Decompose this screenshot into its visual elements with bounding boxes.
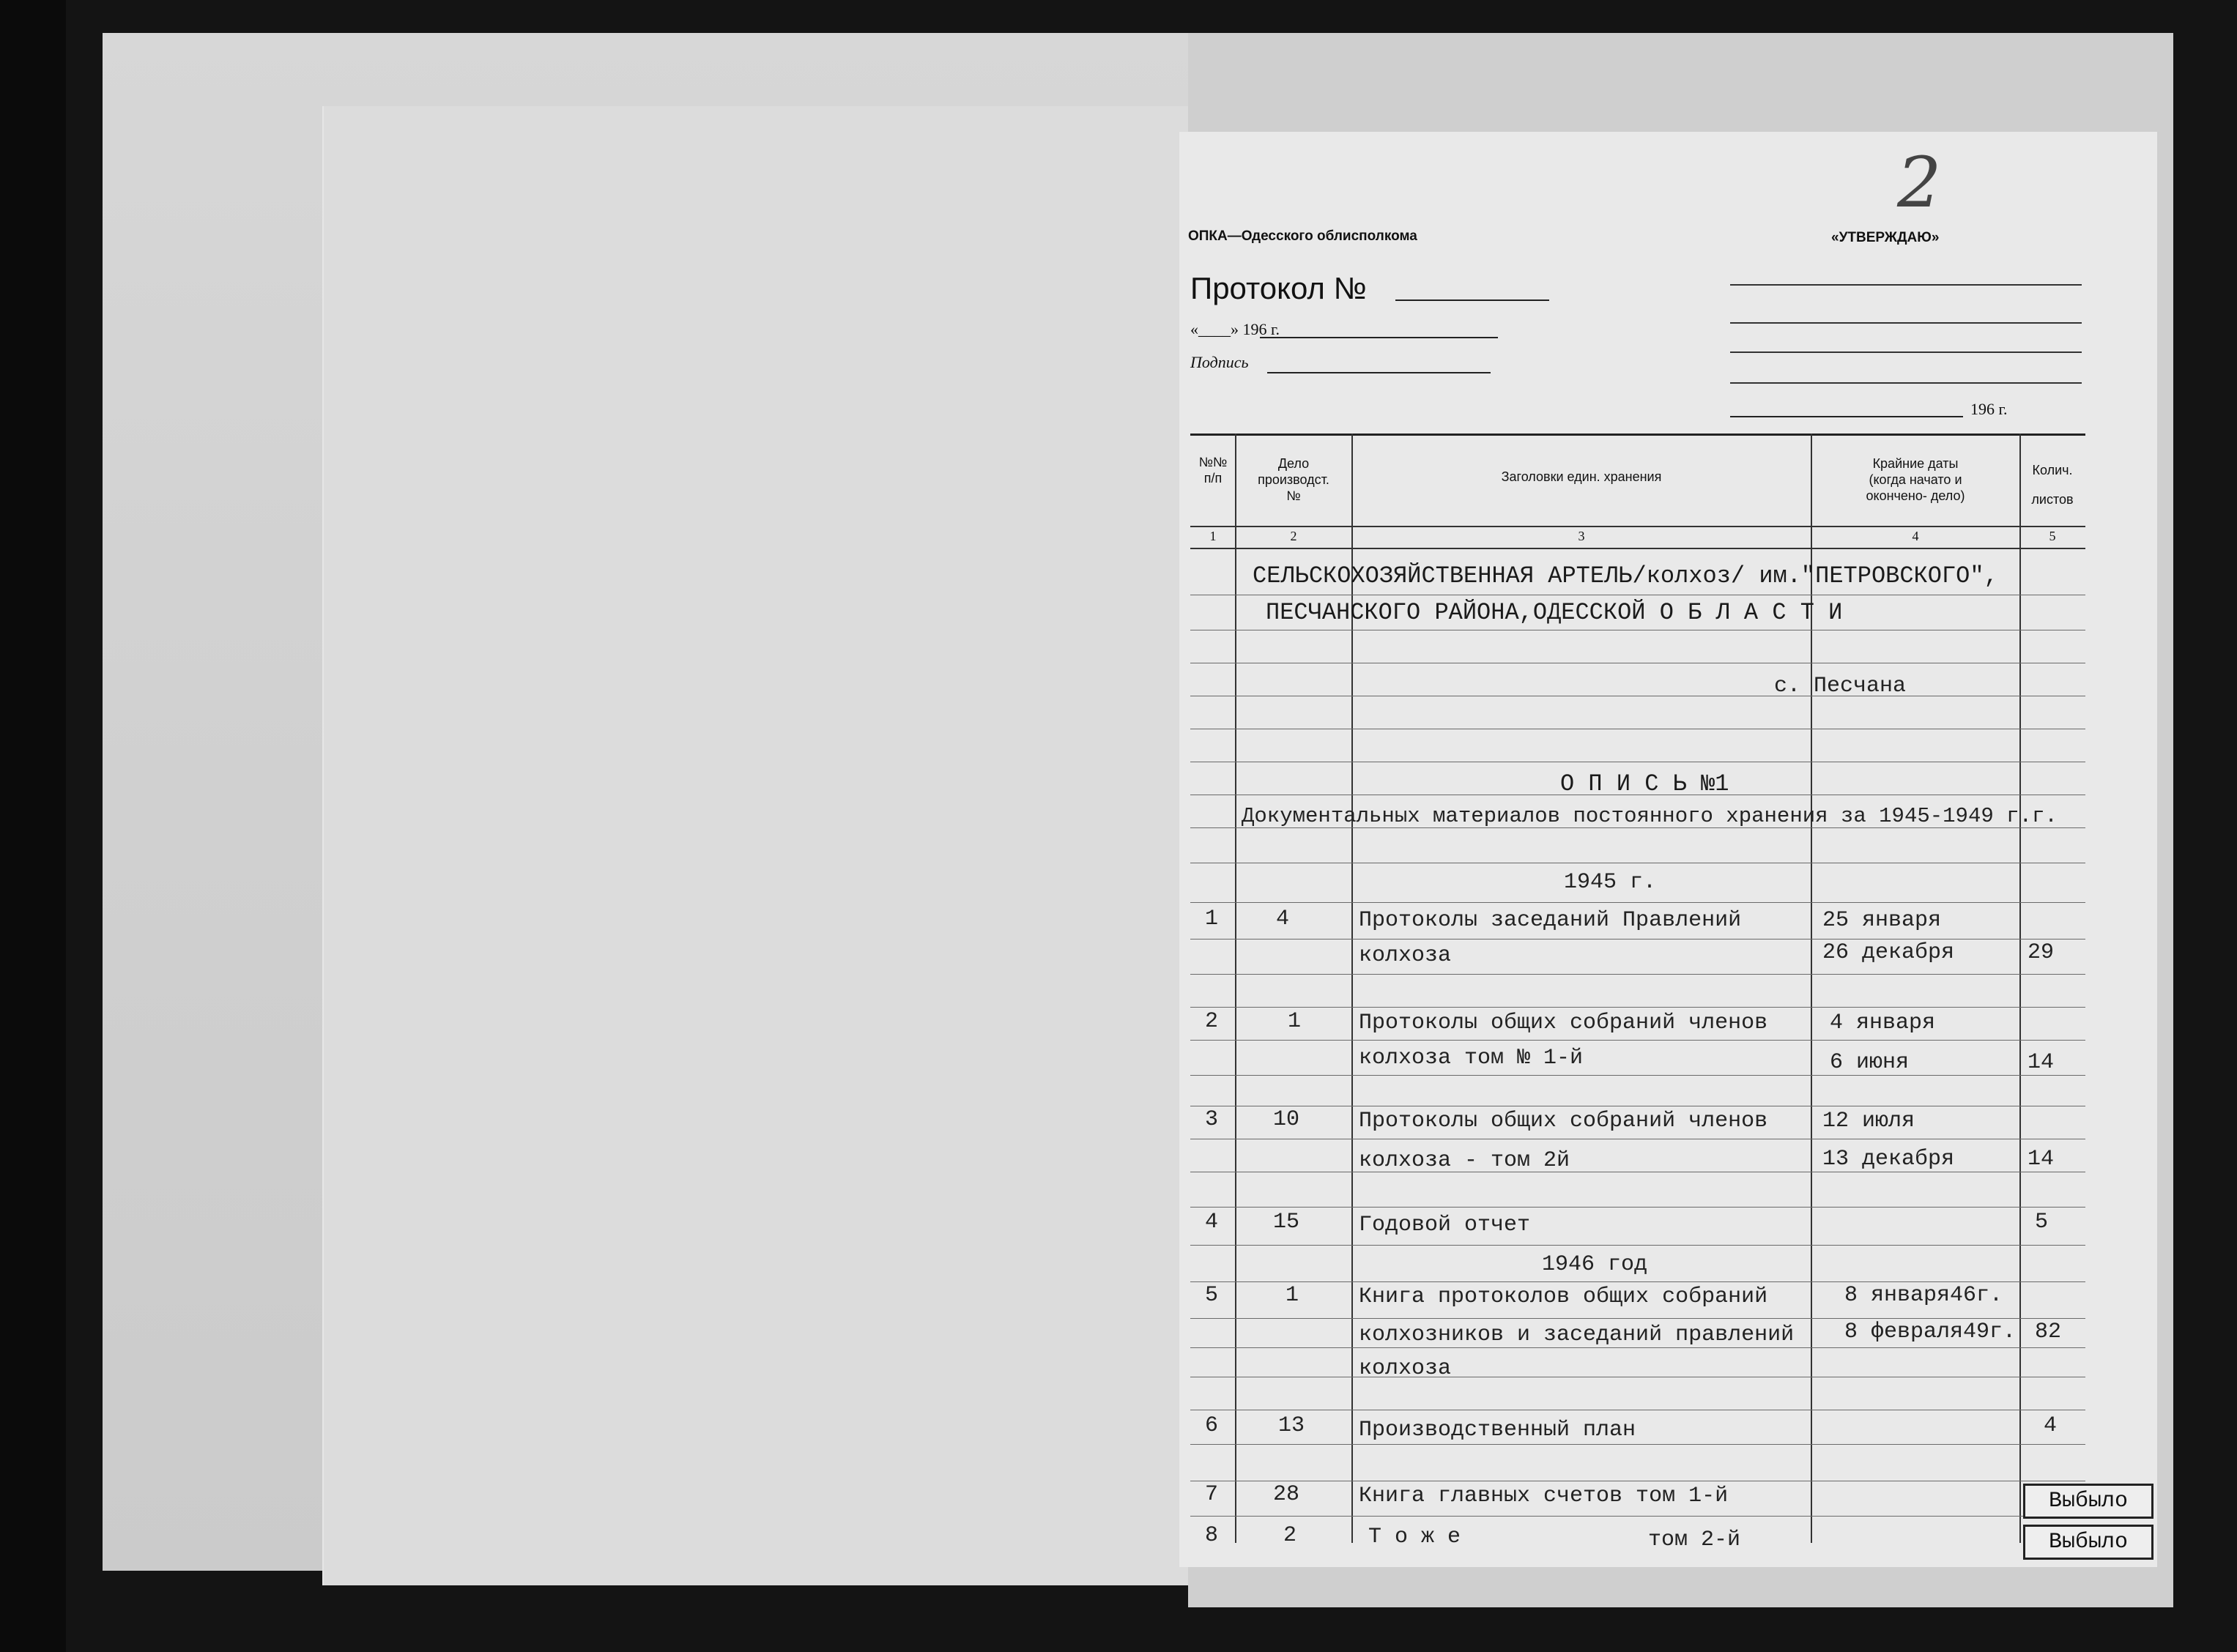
org-name-line-2: ПЕСЧАНСКОГО РАЙОНА,ОДЕССКОЙ О Б Л А С Т И <box>1266 599 1843 626</box>
row-number: 8 <box>1205 1523 1219 1548</box>
row-sheet-count: 29 <box>2028 940 2055 965</box>
row-case-number: 2 <box>1283 1523 1297 1548</box>
row-number: 1 <box>1205 907 1219 931</box>
table-rule <box>1190 1040 2085 1041</box>
row-number: 7 <box>1205 1482 1219 1507</box>
table-rule <box>1190 1347 2085 1348</box>
row-case-number: 10 <box>1273 1107 1300 1132</box>
approve-line <box>1730 284 2082 286</box>
signature-label: Подпись <box>1190 353 1249 371</box>
row-title: Т о ж е <box>1368 1525 1461 1549</box>
approve-line <box>1730 351 2082 353</box>
row-title: колхоза том № 1-й <box>1359 1046 1584 1071</box>
row-title: Протоколы общих собраний членов <box>1359 1011 1768 1035</box>
row-case-number: 13 <box>1278 1413 1305 1438</box>
table-rule <box>1190 526 2085 527</box>
cover-inner-panel <box>322 106 1283 1585</box>
row-date-start: 12 июля <box>1822 1109 1915 1134</box>
column-number: 2 <box>1290 529 1297 543</box>
row-number: 5 <box>1205 1283 1219 1308</box>
row-title: Книга протоколов общих собраний <box>1359 1284 1768 1309</box>
row-title: Книга главных счетов том 1-й <box>1359 1484 1729 1508</box>
table-rule <box>1190 1245 2085 1246</box>
protocol-number-line <box>1395 299 1549 301</box>
approve-date: 196 г. <box>1970 400 2008 418</box>
row-title: том 2-й <box>1648 1528 1741 1552</box>
folio-number: 2 <box>1897 143 1942 223</box>
approve-line <box>1730 322 2082 324</box>
withdrawn-stamp: Выбыло <box>2023 1484 2153 1519</box>
protocol-date: «____» 196 г. <box>1190 320 1280 338</box>
row-date-start: 8 января46г. <box>1844 1283 2003 1308</box>
protocol-label: Протокол № <box>1190 271 1367 305</box>
table-rule <box>1190 548 2085 549</box>
table-top-rule <box>1190 434 2085 436</box>
row-title: колхоза <box>1359 1356 1452 1381</box>
inventory-page <box>1179 132 2157 1567</box>
row-case-number: 15 <box>1273 1210 1300 1235</box>
row-sheet-count: 82 <box>2035 1320 2062 1344</box>
row-title: колхозников и заседаний правлений <box>1359 1322 1795 1347</box>
column-header-number: №№ п/п <box>1198 455 1228 485</box>
row-sheet-count: 4 <box>2044 1413 2058 1438</box>
row-date-end: 26 декабря <box>1822 940 1955 965</box>
row-sheet-count: 14 <box>2028 1147 2055 1172</box>
column-number: 1 <box>1209 529 1217 543</box>
year-heading-1945: 1945 г. <box>1564 870 1657 895</box>
column-number: 3 <box>1578 529 1585 543</box>
row-sheet-count: 14 <box>2028 1050 2055 1075</box>
approve-line <box>1730 382 2082 384</box>
table-rule <box>1190 974 2085 975</box>
row-case-number: 28 <box>1273 1482 1300 1507</box>
folder-cover <box>103 33 1188 1571</box>
row-title: колхоза - том 2й <box>1359 1148 1570 1173</box>
withdrawn-stamp: Выбыло <box>2023 1525 2153 1560</box>
row-date-end: 13 декабря <box>1822 1147 1955 1172</box>
column-header-case: Дело производст. № <box>1258 456 1329 503</box>
table-rule <box>1190 1444 2085 1445</box>
column-header-sheets: Колич. листов <box>2031 463 2074 507</box>
row-case-number: 4 <box>1276 907 1290 931</box>
column-number: 5 <box>2049 529 2056 543</box>
row-number: 3 <box>1205 1107 1219 1132</box>
row-number: 2 <box>1205 1009 1219 1034</box>
table-rule <box>1190 939 2085 940</box>
org-name-line-1: СЕЛЬСКОХОЗЯЙСТВЕННАЯ АРТЕЛЬ/колхоз/ им."ПЕТРОВСКОГО", <box>1253 562 1998 589</box>
row-date-end: 8 февраля49г. <box>1844 1320 2017 1344</box>
row-title: Производственный план <box>1359 1418 1636 1443</box>
table-rule <box>1190 1318 2085 1319</box>
table-rule <box>1190 902 2085 903</box>
row-date-start: 25 января <box>1822 908 1942 933</box>
signature-line <box>1267 372 1491 373</box>
approve-date-line <box>1730 416 1963 417</box>
row-title: Годовой отчет <box>1359 1213 1531 1238</box>
row-date-end: 6 июня <box>1830 1050 1910 1075</box>
table-rule <box>1190 1516 2085 1517</box>
row-number: 4 <box>1205 1210 1219 1235</box>
village-name: с. Песчана <box>1774 674 1907 699</box>
row-case-number: 1 <box>1286 1283 1299 1308</box>
protocol-date-line <box>1260 337 1498 338</box>
table-rule <box>1190 1207 2085 1208</box>
column-header-title: Заголовки един. хранения <box>1501 469 1662 484</box>
table-rule <box>1190 1007 2085 1008</box>
row-number: 6 <box>1205 1413 1219 1438</box>
row-title: Протоколы заседаний Правлений <box>1359 908 1742 933</box>
row-title: колхоза <box>1359 943 1452 968</box>
row-title: Протоколы общих собраний членов <box>1359 1109 1768 1134</box>
org-header: ОПКА—Одесского облисполкома <box>1188 228 1417 244</box>
table-rule <box>1190 1075 2085 1076</box>
column-number: 4 <box>1912 529 1919 543</box>
inventory-subtitle: Документальных материалов постоянного хранения за 1945-1949 г.г. <box>1242 804 2058 828</box>
column-header-dates: Крайние даты (когда начато и окончено- дело) <box>1866 456 1965 503</box>
inventory-title: О П И С Ь №1 <box>1560 770 1729 797</box>
row-date-start: 4 января <box>1830 1011 1936 1035</box>
row-sheet-count: 5 <box>2035 1210 2049 1235</box>
approve-label: «УТВЕРЖДАЮ» <box>1831 230 1940 245</box>
year-heading-1946: 1946 год <box>1542 1252 1648 1277</box>
row-case-number: 1 <box>1288 1009 1302 1034</box>
table-rule <box>1190 1281 2085 1282</box>
